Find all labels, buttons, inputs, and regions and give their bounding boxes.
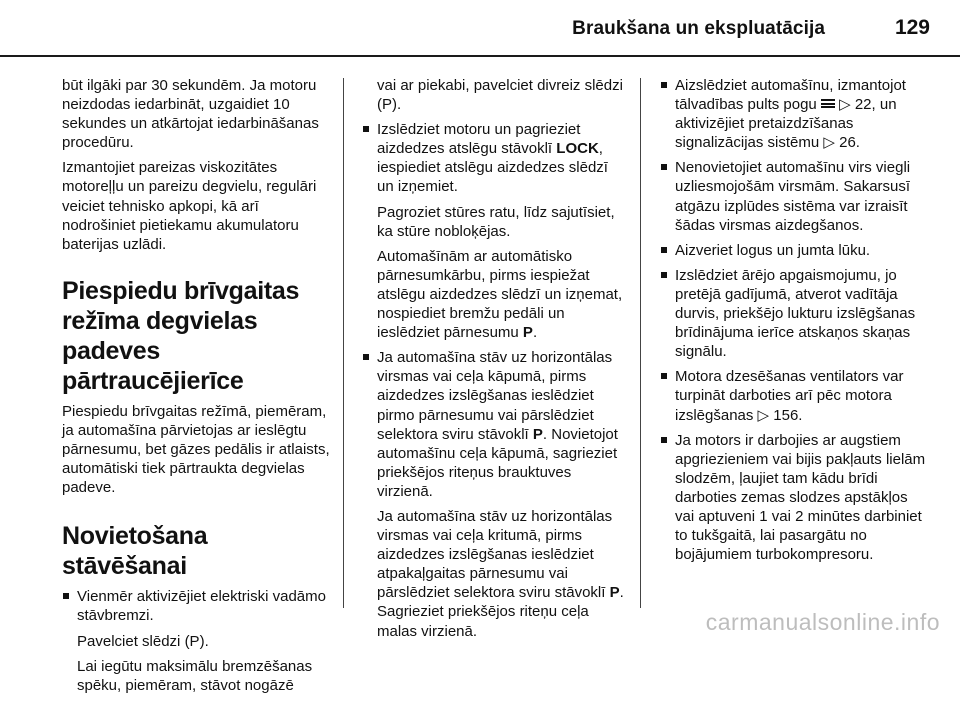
parking-brake-icon: (P) [184, 632, 205, 650]
paragraph [362, 76, 628, 114]
text-run: vai ar piekabi, pavelciet divreiz slēdzi [377, 77, 623, 94]
page-reference[interactable]: 22 [854, 96, 872, 114]
parking-brake-icon: (P) [377, 96, 397, 114]
bullet-item [660, 431, 926, 565]
bullet-text: Aizveriet logus un jumta lūku. [675, 241, 871, 259]
text-run: Motora dzesēšanas ventilators var turpināt darboties arī pēc motora izslēgšanas [675, 368, 904, 424]
paragraph: būt ilgāki par 30 sekundēm. Ja motoru neizdodas iedarbināt, uzgaidiet 10 sekundes un atkārtojat iedarbināšanas procedūru. [62, 77, 319, 152]
bullet-item [362, 348, 628, 501]
column-divider-2 [640, 78, 641, 608]
text-run: Ja automašīna stāv uz horizontālas virsmas vai ceļa kāpumā, pirms aizdedzes izslēgšanas ieslēdziet pirmo pārnesumu vai pārslēdziet selektora sviru stāvoklī [377, 349, 613, 443]
running-head: Braukšana un ekspluatācija [572, 18, 825, 39]
bullet-text: Izslēdziet ārējo apgaismojumu, jo pretējā gadījumā, atverot vadītāja durvis, priekšējo lukturu izslēgšanas brīdinājuma ierīce atskaņos skaņas signālu. [675, 266, 916, 361]
bullet-item [362, 120, 628, 196]
bullet-item [660, 266, 926, 361]
bullet-item [660, 241, 926, 260]
bullet-text: Vienmēr aktivizējiet elektriski vadāmo stāvbremzi. [77, 588, 326, 625]
paragraph [62, 632, 334, 651]
text-run: Pavelciet slēdzi [77, 632, 185, 650]
text-run: . [397, 96, 402, 114]
bullet-item [660, 367, 926, 424]
page-number: 129 [894, 16, 930, 39]
text-run: . [532, 324, 538, 342]
text-run: Aizslēdziet automašīnu, izmantojot tālvadības pults pogu [675, 77, 906, 114]
gear-position-label: P [522, 324, 533, 342]
bullet-item [660, 76, 926, 152]
bullet-text: Ja motors ir darbojies ar augstiem apgriezieniem vai bijis pakļauts lielām slodzēm, ļaujiet tam kādu brīdi darboties zemas slodzes apstākļos vai aptuveni 1 vai 2 minūtes darbiniet to tukšgaitā, lai pasargātu no bojājumiem turbokompresoru. [675, 431, 926, 564]
bullet-item [660, 158, 926, 234]
column-divider-1 [343, 78, 344, 608]
text-run: Automašīnām ar automātisko pārnesumkārbu, pirms iespiežat atslēgu aizdedzes slēdzī un izņemat, nospiediet bremžu pedāli un ieslēdziet pārnesumu [377, 247, 623, 342]
paragraph: Lai iegūtu maksimālu bremzēšanas spēku, piemēram, stāvot nogāzē [77, 657, 313, 694]
text-run: , un aktivizējiet pretaizdzīšanas signalizācijas sistēmu [675, 96, 897, 152]
remote-close-button-icon [821, 99, 835, 108]
header-rule [0, 55, 960, 57]
paragraph [362, 247, 628, 342]
text-run: Izslēdziet motoru un pagrieziet aizdedzes atslēgu stāvoklī [377, 121, 581, 158]
triangle-right-icon: ▷ [823, 134, 835, 152]
gear-position-label: P [532, 425, 543, 443]
section-heading: Piespiedu brīvgaitas režīma degvielas padeves pārtraucējierīce [62, 276, 300, 395]
key-position-label: LOCK [556, 140, 599, 158]
column-1 [62, 76, 334, 701]
section-heading: Novietošana stāvēšanai [62, 522, 208, 581]
page-reference[interactable]: 26 [839, 134, 856, 152]
text-run: . [855, 134, 860, 152]
text-run: . Novietojot automašīnu ceļa kāpumā, sagrieziet priekšējos riteņus brauktuves virzienā. [377, 425, 618, 500]
paragraph [362, 507, 628, 641]
text-run: . [798, 406, 803, 424]
text-run: . [204, 632, 209, 650]
text-run: . Sagrieziet priekšējos riteņu ceļa malas virzienā. [377, 584, 624, 640]
triangle-right-icon: ▷ [757, 406, 770, 424]
bullet-item [62, 587, 334, 625]
column-3 [660, 76, 926, 570]
text-run: , iespiediet atslēgu aizdedzes slēdzī un izņemiet. [377, 140, 608, 196]
text-run: Ja automašīna stāv uz horizontālas virsmas vai ceļa kritumā, pirms aizdedzes izslēgšanas ieslēdziet atpakaļgaitas pārnesumu vai pārslēdziet selektora sviru stāvoklī [377, 507, 613, 602]
paragraph: Izmantojiet pareizas viskozitātes motoreļļu un pareizu degvielu, regulāri veiciet tehnisko apkopi, kā arī nodrošiniet pietiekamu akumulatoru baterijas uzlādi. [62, 159, 317, 253]
gear-position-label: P [609, 584, 620, 602]
paragraph: Pagroziet stūres ratu, līdz sajutīsiet, ka stūre nobloķējas. [377, 203, 615, 240]
column-2 [362, 76, 628, 647]
bullet-text: Nenovietojiet automašīnu virs viegli uzliesmojošām virsmām. Sakarsusī atgāzu izplūdes sistēma var izraisīt šādas virsmas aizdegšanos. [675, 159, 911, 234]
page-reference[interactable]: 156 [773, 406, 799, 424]
watermark: carmanualsonline.info [705, 609, 940, 635]
triangle-right-icon: ▷ [839, 96, 851, 114]
paragraph: Piespiedu brīvgaitas režīmā, piemēram, ja automašīna pārvietojas ar ieslēgtu pārnesumu, bet gāzes pedālis ir atlaists, automātiski tiek pārtraukta degvielas padeve. [62, 402, 330, 497]
